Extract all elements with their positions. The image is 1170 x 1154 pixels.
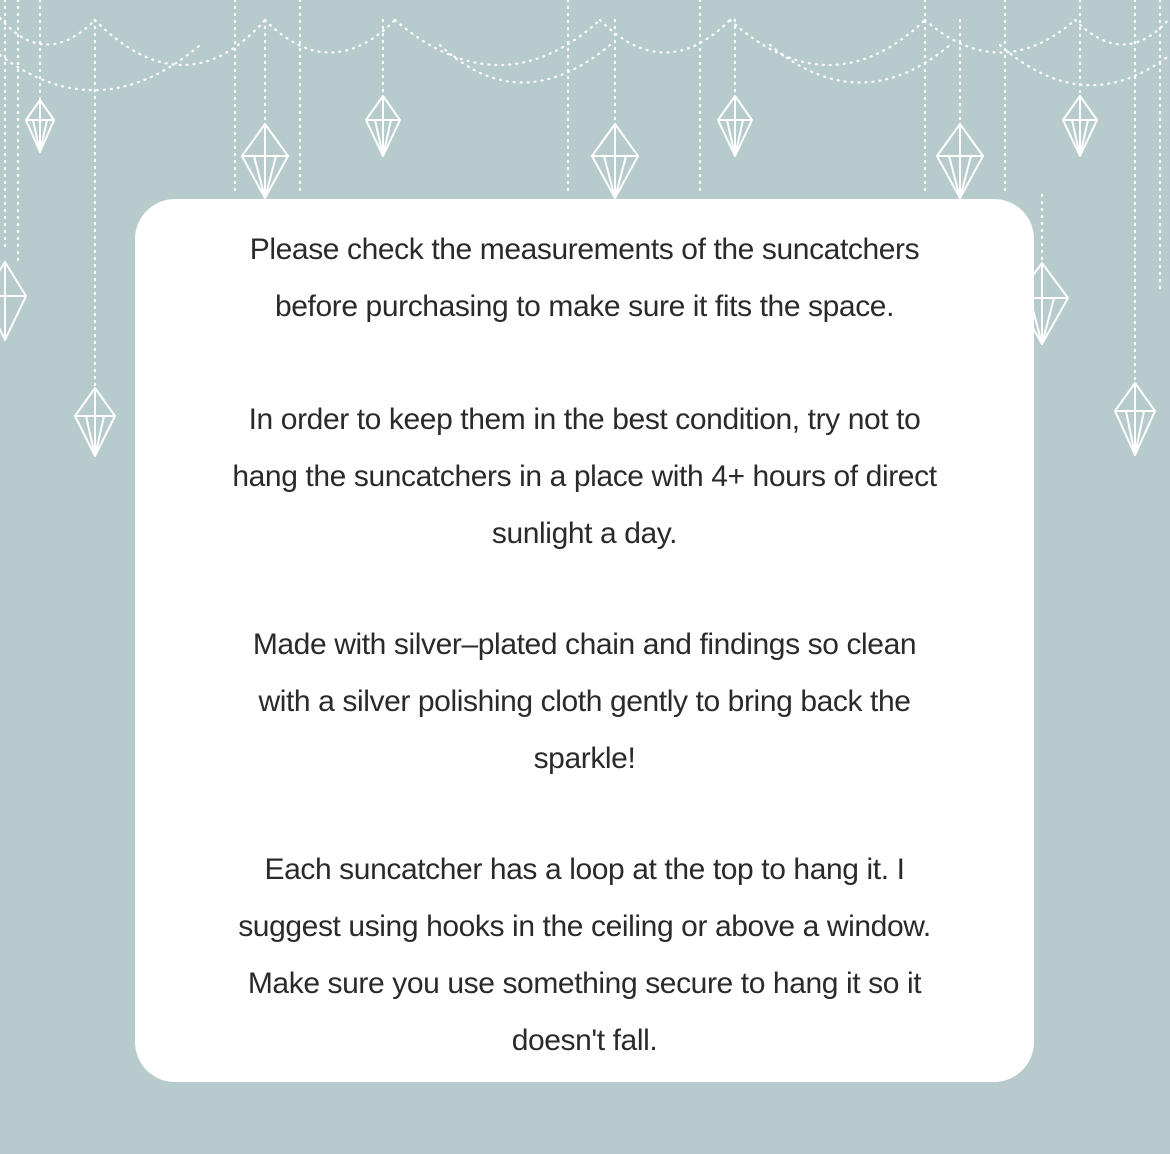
sunlight-care-note: In order to keep them in the best condition, try not to hang the suncatchers in a place with 4+ hours of direct sunlight a day. xyxy=(232,403,937,550)
cleaning-note: Made with silver–plated chain and findings so clean with a silver polishing cloth gently to bring back the sparkle! xyxy=(252,628,917,775)
measurements-note: Please check the measurements of the suncatchers before purchasing to make sure it fits the space. xyxy=(249,233,920,323)
info-card xyxy=(135,199,1034,1082)
hanging-note: Each suncatcher has a loop at the top to hang it. I suggest using hooks in the ceiling or above a window. Make sure you use something secure to hang it so it doesn't fall. xyxy=(238,853,931,1057)
